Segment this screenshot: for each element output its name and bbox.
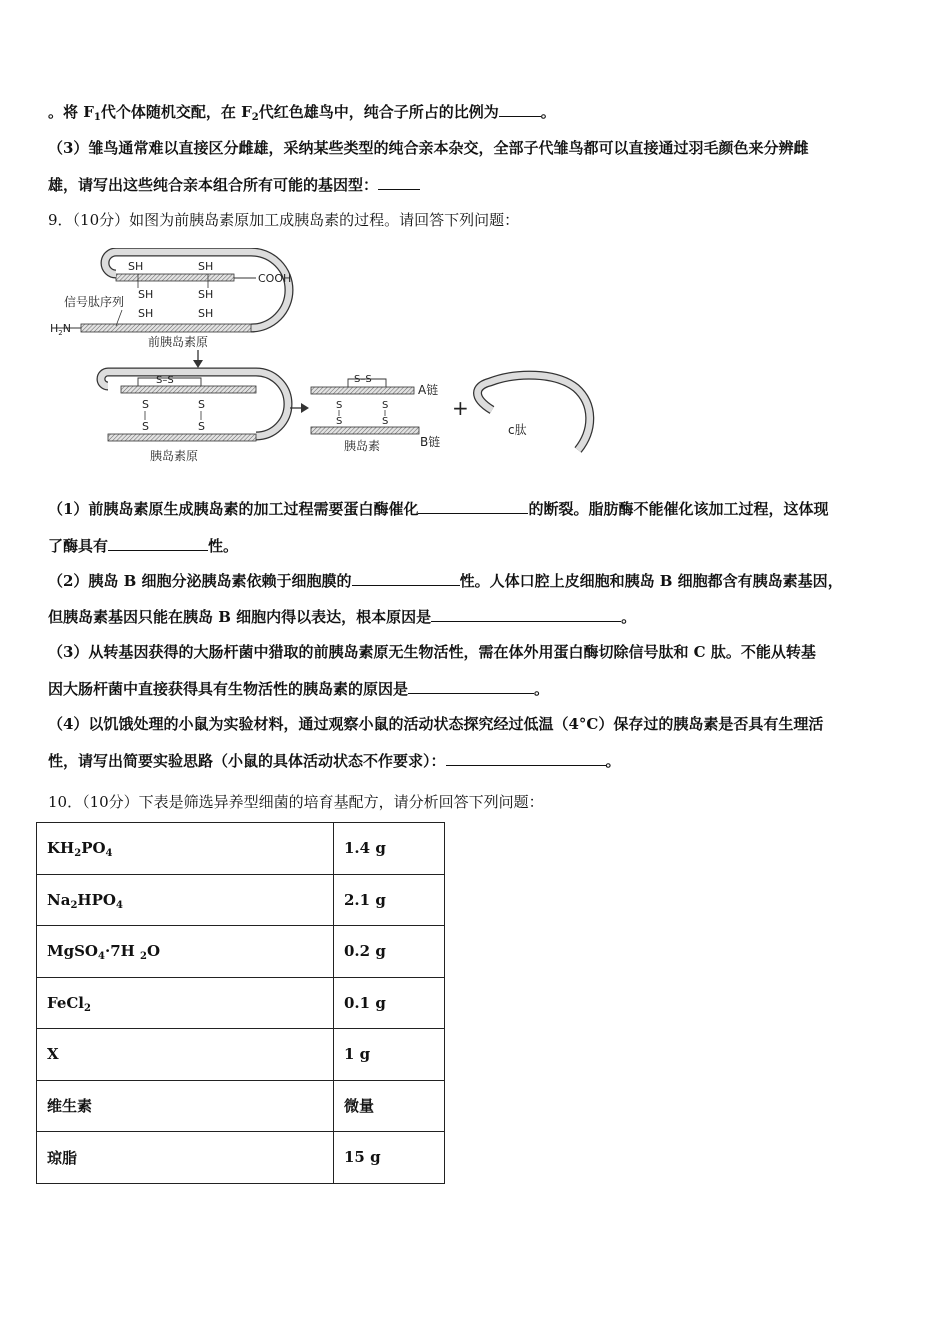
insulin-label: 胰岛素 <box>344 439 381 453</box>
q9-p4-line-1: （4）以饥饿处理的小鼠为实验材料，通过观察小鼠的活动状态探究经过低温（4°C）保存过的胰岛素是否具有生理活 <box>48 715 824 733</box>
s-label: S <box>142 398 149 411</box>
sh-label: SH <box>128 260 144 273</box>
sh-label: SH <box>138 307 154 320</box>
s-label: S <box>336 416 343 427</box>
ingredient-cell: X <box>37 1029 334 1081</box>
answer-blank[interactable] <box>418 499 528 514</box>
right-arrow-icon <box>290 403 309 413</box>
ingredient-cell: $KH_2PO_4$ <box>37 823 334 875</box>
q10-header: 10．（10分）下表是筛选异养型细菌的培育基配方，请分析回答下列问题： <box>48 793 544 811</box>
sh-label: SH <box>138 288 154 301</box>
q9-p1-line-2: 了酶具有 性。 <box>48 537 239 555</box>
table-row <box>37 977 445 1029</box>
table-row <box>37 1080 445 1132</box>
proinsulin-label: 胰岛素原 <box>150 449 199 463</box>
disulfide-bond-label: S–S <box>156 375 174 386</box>
sh-label: SH <box>198 288 214 301</box>
culture-medium-table <box>36 822 445 1184</box>
b-chain-label: B链 <box>420 435 441 449</box>
s-label: S <box>336 400 343 411</box>
q8-part3-line-2: 雄，请写出这些纯合亲本组合所有可能的基因型： <box>48 175 906 195</box>
q9-p3-line-1: （3）从转基因获得的大肠杆菌中猎取的前胰岛素原无生物活性，需在体外用蛋白酶切除信号肽和 C 肽。不能从转基 <box>48 643 816 661</box>
table-row <box>37 1132 445 1184</box>
preproinsulin-label: 前胰岛素原 <box>148 335 209 349</box>
s-label: S <box>198 420 205 433</box>
q9-header: 9．（10分）如图为前胰岛素原加工成胰岛素的过程。请回答下列问题： <box>48 211 520 229</box>
sh-label: SH <box>198 307 214 320</box>
table-row <box>37 1029 445 1081</box>
ingredient-cell: MgSO$_4$·7H $_2$O <box>37 926 334 978</box>
answer-blank[interactable] <box>499 102 541 117</box>
ingredient-cell: $Na_2HPO_4$ <box>37 874 334 926</box>
disulfide-bond-label: S–S <box>354 374 372 385</box>
table-row <box>37 823 445 875</box>
amount-cell: 微量 <box>334 1080 445 1132</box>
s-label: S <box>198 398 205 411</box>
table-row <box>37 926 445 978</box>
signal-peptide-label: 信号肽序列 <box>64 295 125 309</box>
s-label: S <box>382 416 389 427</box>
amount-cell: 0.2 g <box>334 926 445 978</box>
ingredient-cell: FeCl$_2$ <box>37 977 334 1029</box>
answer-blank[interactable] <box>378 175 420 190</box>
plus-sign: + <box>452 396 469 420</box>
preproinsulin-chain <box>52 252 292 332</box>
sh-label: SH <box>198 260 214 273</box>
answer-blank[interactable] <box>446 751 606 766</box>
amount-cell: 1.4 g <box>334 823 445 875</box>
amount-cell: 0.1 g <box>334 977 445 1029</box>
insulin-chains <box>311 379 419 434</box>
answer-blank[interactable] <box>108 536 208 551</box>
ingredient-cell: 维生素 <box>37 1080 334 1132</box>
insulin-processing-svg <box>46 248 616 470</box>
h2n-label: $H_2N$ <box>50 322 71 337</box>
q9-p3-line-2: 因大肠杆菌中直接获得具有生物活性的胰岛素的原因是 。 <box>48 680 550 698</box>
proinsulin-chain <box>101 372 288 441</box>
amount-cell: 2.1 g <box>334 874 445 926</box>
s-label: S <box>142 420 149 433</box>
q8-line-1: 。将 $F_1$代个体随机交配，在 $F_2$代红色雄鸟中，纯合子所占的比例为 。 <box>48 103 556 123</box>
q9-p1-line-1: （1）前胰岛素原生成胰岛素的加工过程需要蛋白酶催化 的断裂。脂肪酶不能催化该加工过程，这体现 <box>48 500 829 518</box>
insulin-processing-diagram <box>46 248 616 470</box>
answer-blank[interactable] <box>352 571 460 586</box>
amount-cell: 15 g <box>334 1132 445 1184</box>
q9-p2-line-1: （2）胰岛 B 细胞分泌胰岛素依赖于细胞膜的 性。人体口腔上皮细胞和胰岛 B 细胞都含有胰岛素基因， <box>48 572 843 590</box>
q9-p4-line-2: 性，请写出简要实验思路（小鼠的具体活动状态不作要求）： 。 <box>48 752 621 770</box>
answer-blank[interactable] <box>408 679 534 694</box>
a-chain-label: A链 <box>418 383 439 397</box>
c-peptide-chain <box>478 375 590 450</box>
c-peptide-label: c肽 <box>508 423 527 437</box>
down-arrow-icon <box>193 350 203 368</box>
q9-p2-line-2: 但胰岛素基因只能在胰岛 B 细胞内得以表达，根本原因是 。 <box>48 608 637 626</box>
answer-blank[interactable] <box>431 607 621 622</box>
s-label: S <box>382 400 389 411</box>
table-row <box>37 874 445 926</box>
amount-cell: 1 g <box>334 1029 445 1081</box>
ingredient-cell: 琼脂 <box>37 1132 334 1184</box>
q8-part3-line-1: （3）雏鸟通常难以直接区分雌雄，采纳某些类型的纯合亲本杂交，全部子代雏鸟都可以直接通过羽毛颜色来分辨雌 <box>48 139 809 157</box>
cooh-label: COOH <box>258 272 292 285</box>
